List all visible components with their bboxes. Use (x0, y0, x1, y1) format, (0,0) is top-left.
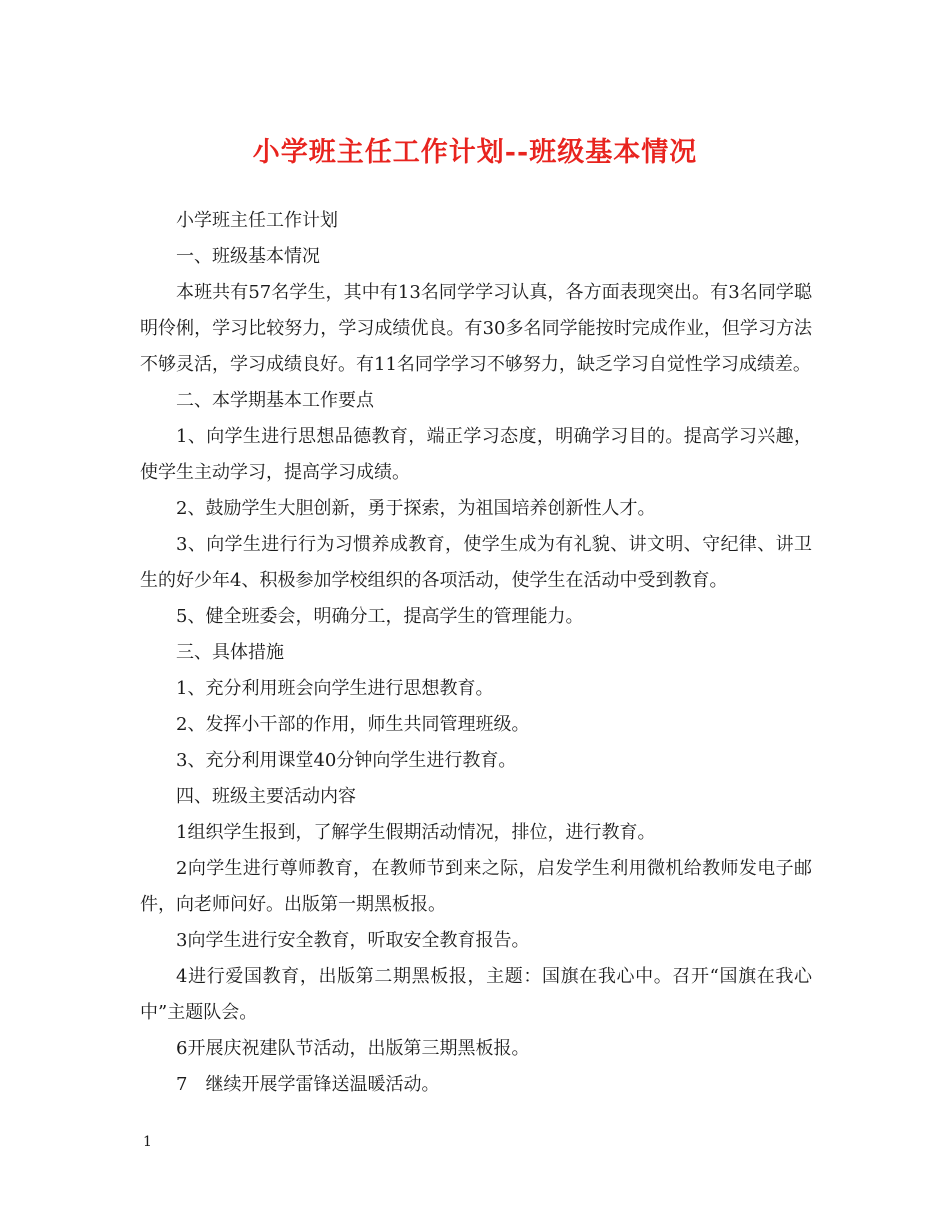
document-title: 小学班主任工作计划--班级基本情况 (252, 137, 698, 168)
list-item-work-3-4: 3、向学生进行行为习惯养成教育，使学生成为有礼貌、讲文明、守纪律、讲卫生的好少年4、积极参加学校组织的各项活动，使学生在活动中受到教育。 (140, 534, 812, 591)
document-body (140, 203, 812, 1103)
section-heading-work-points: 二、本学期基本工作要点 (176, 390, 374, 411)
list-item-work-5: 5、健全班委会，明确分工，提高学生的管理能力。 (176, 606, 584, 627)
section-heading-class-basics: 一、班级基本情况 (176, 246, 320, 267)
list-item-activity-7: 7 继续开展学雷锋送温暖活动。 (176, 1074, 440, 1095)
list-item-activity-3: 3向学生进行安全教育，听取安全教育报告。 (176, 930, 530, 951)
paragraph-class-overview: 本班共有57名学生，其中有13名同学学习认真，各方面表现突出。有3名同学聪明伶俐，学习比较努力，学习成绩优良。有30多名同学能按时完成作业，但学习方法不够灵活，学习成绩良好。有11名同学学习不够努力，缺乏学习自觉性学习成绩差。 (140, 282, 812, 375)
list-item-activity-6: 6开展庆祝建队节活动，出版第三期黑板报。 (176, 1038, 530, 1059)
section-heading-activities: 四、班级主要活动内容 (176, 786, 356, 807)
page-number: 1 (143, 1134, 152, 1150)
list-item-measure-3: 3、充分利用课堂40分钟向学生进行教育。 (176, 750, 517, 771)
list-item-measure-2: 2、发挥小干部的作用，师生共同管理班级。 (176, 714, 530, 735)
section-heading-measures: 三、具体措施 (176, 642, 284, 663)
list-item-activity-2: 2向学生进行尊师教育，在教师节到来之际，启发学生利用微机给教师发电子邮件，向老师问好。出版第一期黑板报。 (140, 858, 812, 915)
list-item-activity-1: 1组织学生报到，了解学生假期活动情况，排位，进行教育。 (176, 822, 656, 843)
list-item-activity-4: 4进行爱国教育，出版第二期黑板报，主题：国旗在我心中。召开“国旗在我心中”主题队会。 (140, 966, 812, 1023)
list-item-work-1: 1、向学生进行思想品德教育，端正学习态度，明确学习目的。提高学习兴趣，使学生主动学习，提高学习成绩。 (140, 426, 812, 483)
list-item-work-2: 2、鼓励学生大胆创新，勇于探索，为祖国培养创新性人才。 (176, 498, 656, 519)
heading-plan: 小学班主任工作计划 (176, 210, 338, 231)
list-item-measure-1: 1、充分利用班会向学生进行思想教育。 (176, 678, 494, 699)
